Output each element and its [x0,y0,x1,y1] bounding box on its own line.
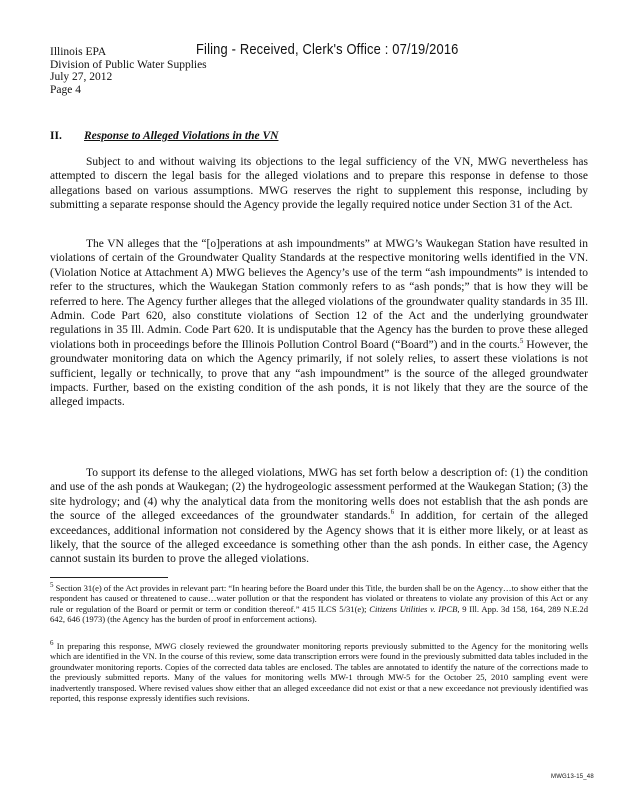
header-date: July 27, 2012 [50,71,113,84]
footnote-6 [50,641,588,703]
header-division: Division of Public Water Supplies [50,58,207,71]
paragraph-3 [50,466,588,567]
footnote-ref-5: 5 [519,337,524,346]
footnote-5-cite: , 9 Ill. App. 3d 158, 164, 289 N.E.2d 642, 646 (1973) (the Agency has the burden of proof in enforcement actions). [50,603,588,625]
footnote-divider [50,577,168,578]
letter-header [50,46,207,96]
paragraph-1: Subject to and without waiving its objections to the legal sufficiency of the VN, MWG nevertheless has attempted to discern the legal basis for the alleged violations and to prepare this response in defense to those allegations based on various assumptions. MWG reserves the right to supplement this response, including by submitting a separate response should the Agency provide the legally required notice under Section 31 of the Act. [50,156,588,212]
paragraph-3-text-b: In addition, for certain of the alleged exceedances, additional information not considered by the Agency shows that it is either more likely, or at least as likely, that the source of the alleged exceedance is something other than the ash ponds. In either case, the Agency cannot sustain its burden to prove the alleged violations. [50,510,589,566]
section-heading [50,130,278,142]
footnote-5-text: Section 31(e) of the Act provides in relevant part: “In hearing before the Board under this Title, the burden shall be on the Agency…to show either that the respondent has caused or threatened to cause…water pollution or that the respondent has violated or threatens to violate any provision of this Act or any rule or regulation of the Board or permit or term or condition thereof.” 415 ILCS 5/31(e); [50,583,588,614]
footnote-5-mark: 5 [50,581,54,590]
bates-number: MWG13-15_48 [551,774,594,780]
filing-stamp: Filing - Received, Clerk's Office : 07/19/2016 [196,41,459,58]
footnote-5-case-name: Citizens Utilities v. IPCB [369,603,458,614]
footnote-ref-6: 6 [390,508,395,517]
header-agency: Illinois EPA [50,46,107,58]
paragraph-3-text-a: To support its defense to the alleged violations, MWG has set forth below a description of: (1) the condition and use of the ash ponds at Waukegan; (2) the hydrogeologic assessment performed at the Waukegan Station; (3) the site hydrology; and (4) why the analytical data from the monitoring wells does not establish that the ash ponds are the source of the alleged exceedances of the groundwater standards. [50,467,588,523]
footnote-6-mark: 6 [50,639,54,648]
header-page: Page 4 [50,83,81,96]
section-number: II. [50,130,62,142]
section-title: Response to Alleged Violations in the VN [84,130,279,142]
paragraph-2 [50,237,588,410]
footnote-5 [50,583,588,625]
footnote-6-text: In preparing this response, MWG closely reviewed the groundwater monitoring reports previously submitted to the Agency for the monitoring wells which are identified in the VN. In the course of this review, some data transcription errors were found in the previously submitted data tables included in the groundwater monitoring reports. Copies of the corrected data tables are enclosed. The tables are annotated to identify the nature of the corrections made to the previously submitted reports. Many of the values for monitoring wells MW-1 through MW-5 for the October 25, 2010 sampling event were inadvertently transposed. Where revised values show either that an alleged exceedance did not exist or that a new exceedance not previously identified was reported, this response expressly identifies such revisions. [50,641,588,704]
paragraph-2-text-b: However, the groundwater monitoring data on which the Agency primarily, if not solely relies, to assert these violations is not sufficient, legally or technically, to prove that any “ash impoundment” is the source of the alleged groundwater impacts. Further, based on the existing condition of the ash ponds, it is not likely that they are the source of the alleged impacts. [50,338,588,409]
paragraph-2-text-a: The VN alleges that the “[o]perations at ash impoundments” at MWG’s Waukegan Station have resulted in violations of certain of the Groundwater Quality Standards at the respective monitoring wells identified in the VN. (Violation Notice at Attachment A) MWG believes the Agency’s use of the term “ash impoundments” is intended to refer to the structures, which the Waukegan Station commonly refers to as “ash ponds;” that is how they will be referred to here. The Agency further alleges that the alleged violations of the groundwater quality standards in 35 Ill. Admin. Code Part 620, also constitute violations of Section 12 of the Act and the underlying groundwater regulations in 35 Ill. Admin. Code Part 620. It is undisputable that the Agency has the burden to prove these alleged violations both in proceedings before the Illinois Pollution Control Board (“Board”) and in the courts. [50,238,588,351]
